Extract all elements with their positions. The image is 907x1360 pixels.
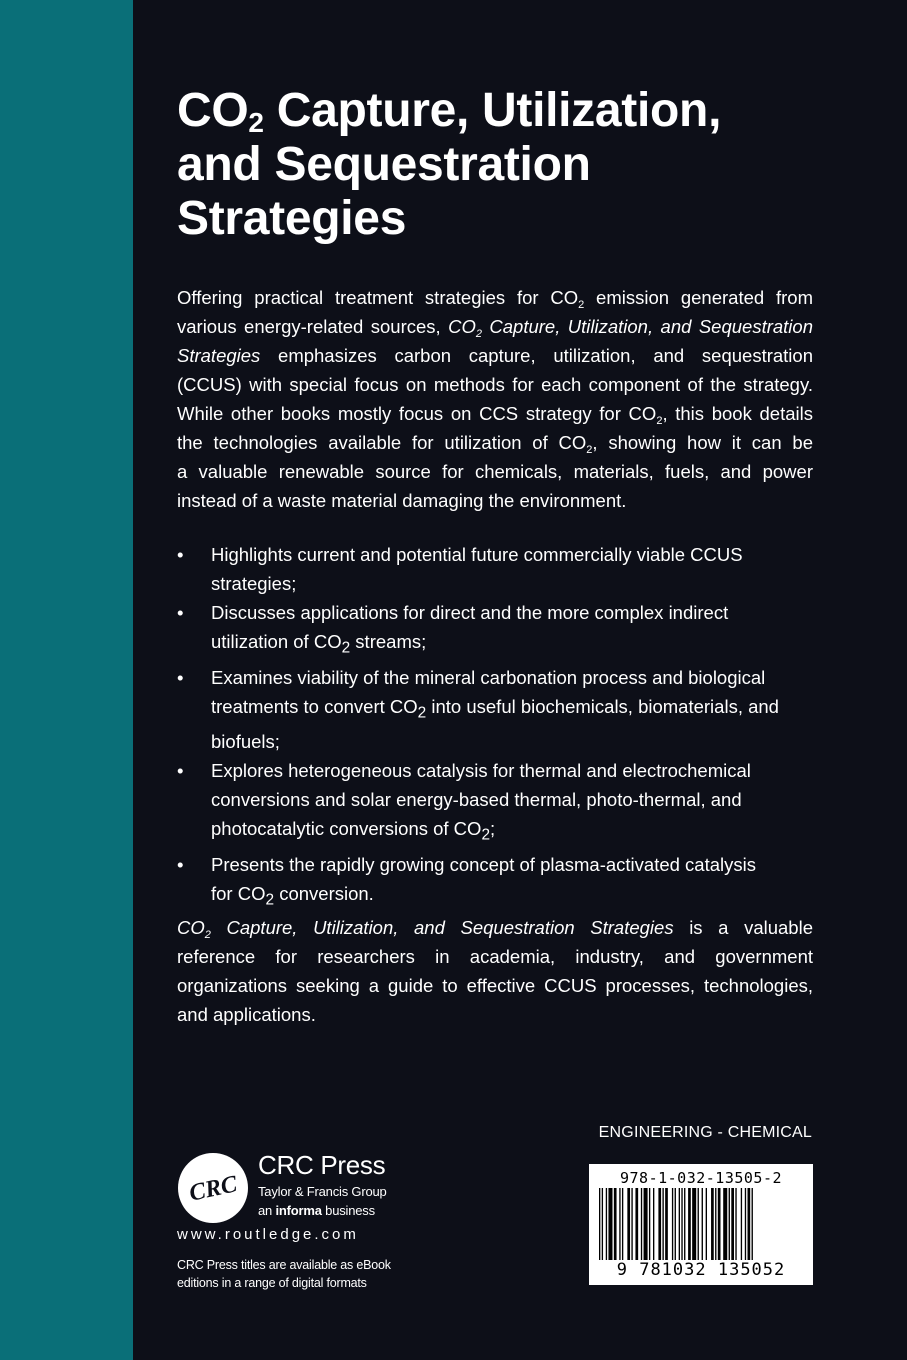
- barcode-bar: [675, 1188, 676, 1260]
- closing-line: and applications.: [177, 1004, 316, 1025]
- barcode-bar: [715, 1188, 716, 1260]
- feature-list: [177, 540, 817, 915]
- intro-line: While other books mostly focus on CCS strategy for $CO_2$, this book details: [177, 403, 813, 427]
- bullet-icon: •: [177, 760, 184, 782]
- bullet-icon: •: [177, 544, 184, 565]
- title-line-2: and Sequestration: [177, 138, 591, 191]
- spine-band: [0, 0, 133, 1360]
- closing-line: $CO_2$ Capture, Utilization, and Sequestration Strategies is a valuable: [177, 917, 813, 941]
- barcode-bar: [748, 1188, 751, 1260]
- logo-text: CRC: [187, 1171, 240, 1207]
- barcode-bar: [731, 1188, 734, 1260]
- barcode-bar: [688, 1188, 691, 1260]
- crc-logo-icon: [177, 1152, 249, 1224]
- intro-line: a valuable renewable source for chemicals, materials, fuels, and power: [177, 461, 813, 482]
- barcode-bar: [681, 1188, 682, 1260]
- barcode-bar: [622, 1188, 623, 1260]
- intro-line: Offering practical treatment strategies for $CO_2$ emission generated from: [177, 287, 813, 311]
- barcode-bar: [735, 1188, 736, 1260]
- intro-paragraph: [177, 283, 813, 515]
- intro-line: (CCUS) with special focus on methods for each component of the strategy.: [177, 374, 813, 395]
- barcode-bar: [635, 1188, 638, 1260]
- publisher-url: www.routledge.com: [177, 1226, 359, 1243]
- book-title: [177, 84, 827, 246]
- barcode-bar: [619, 1188, 620, 1260]
- intro-line: instead of a waste material damaging the environment.: [177, 490, 627, 511]
- barcode-bar: [662, 1188, 663, 1260]
- publisher-group: Taylor & Francis Group: [258, 1184, 387, 1199]
- list-item: • Highlights current and potential future commercially viable CCUS strategies;: [177, 540, 817, 598]
- barcode-bar: [706, 1188, 707, 1260]
- barcode-bar: [653, 1188, 654, 1260]
- list-item: • Explores heterogeneous catalysis for thermal and electrochemical conversions and solar energy-based thermal, photo-thermal, and photocatalytic conversions of $CO_2$;: [177, 756, 817, 850]
- barcode-bar: [599, 1188, 600, 1260]
- barcode-bar: [702, 1188, 703, 1260]
- barcode-bar: [692, 1188, 696, 1260]
- barcode-bar: [745, 1188, 746, 1260]
- barcode-bar: [627, 1188, 630, 1260]
- list-item: • Examines viability of the mineral carbonation process and biological treatments to convert $CO_2$ into useful biochemicals, biomaterials, and biofuels;: [177, 663, 817, 757]
- barcode-bar: [679, 1188, 680, 1260]
- intro-line: the technologies available for utilization of $CO_2$, showing how it can be: [177, 432, 814, 456]
- list-item: • Discusses applications for direct and the more complex indirect utilization of $CO_2$ streams;: [177, 598, 817, 663]
- barcode-bar: [729, 1188, 730, 1260]
- barcode-bar: [658, 1188, 661, 1260]
- barcode-bars: [599, 1188, 805, 1260]
- barcode-bar: [741, 1188, 742, 1260]
- closing-line: reference for researchers in academia, industry, and government: [177, 946, 813, 967]
- barcode-bar: [602, 1188, 603, 1260]
- isbn-barcode: [589, 1164, 813, 1285]
- barcode-bar: [723, 1188, 727, 1260]
- closing-line: organizations seeking a guide to effective CCUS processes, technologies,: [177, 975, 813, 996]
- barcode-bar: [665, 1188, 668, 1260]
- barcode-bar: [641, 1188, 642, 1260]
- barcode-bar: [631, 1188, 632, 1260]
- title-subscript: 2: [248, 107, 264, 138]
- bullet-icon: •: [177, 854, 184, 876]
- ebook-note: CRC Press titles are available as eBook editions in a range of digital formats: [177, 1258, 391, 1290]
- barcode-bar: [644, 1188, 648, 1260]
- isbn-top-text: 978-1-032-13505-2: [619, 1169, 783, 1187]
- title-rest: Capture, Utilization,: [263, 84, 722, 137]
- barcode-bar: [614, 1188, 617, 1260]
- intro-line: various energy-related sources, $CO_2$ Capture, Utilization, and Sequestration: [177, 316, 813, 340]
- barcode-bar: [711, 1188, 714, 1260]
- subject-category: ENGINEERING - CHEMICAL: [598, 1124, 812, 1141]
- barcode-bar: [684, 1188, 685, 1260]
- barcode-bar: [606, 1188, 607, 1260]
- isbn-bottom-digits: 9 781032 135052: [616, 1260, 786, 1280]
- barcode-bar: [752, 1188, 753, 1260]
- publisher-name: CRC Press: [258, 1150, 386, 1180]
- barcode-bar: [672, 1188, 673, 1260]
- title-line-3: Strategies: [177, 192, 407, 245]
- barcode-bar: [698, 1188, 699, 1260]
- intro-line: Strategies emphasizes carbon capture, utilization, and sequestration: [177, 345, 813, 366]
- title-line-1: [177, 84, 827, 138]
- closing-paragraph: [177, 913, 813, 1029]
- list-item: • Presents the rapidly growing concept of plasma-activated catalysis for $CO_2$ conversion.: [177, 850, 817, 915]
- barcode-bar: [649, 1188, 650, 1260]
- barcode-bar: [718, 1188, 721, 1260]
- barcode-bar: [608, 1188, 612, 1260]
- bullet-icon: •: [177, 666, 184, 688]
- bullet-icon: •: [177, 602, 184, 623]
- publisher-parent: an informa business: [258, 1203, 375, 1218]
- title-co: CO: [177, 84, 249, 137]
